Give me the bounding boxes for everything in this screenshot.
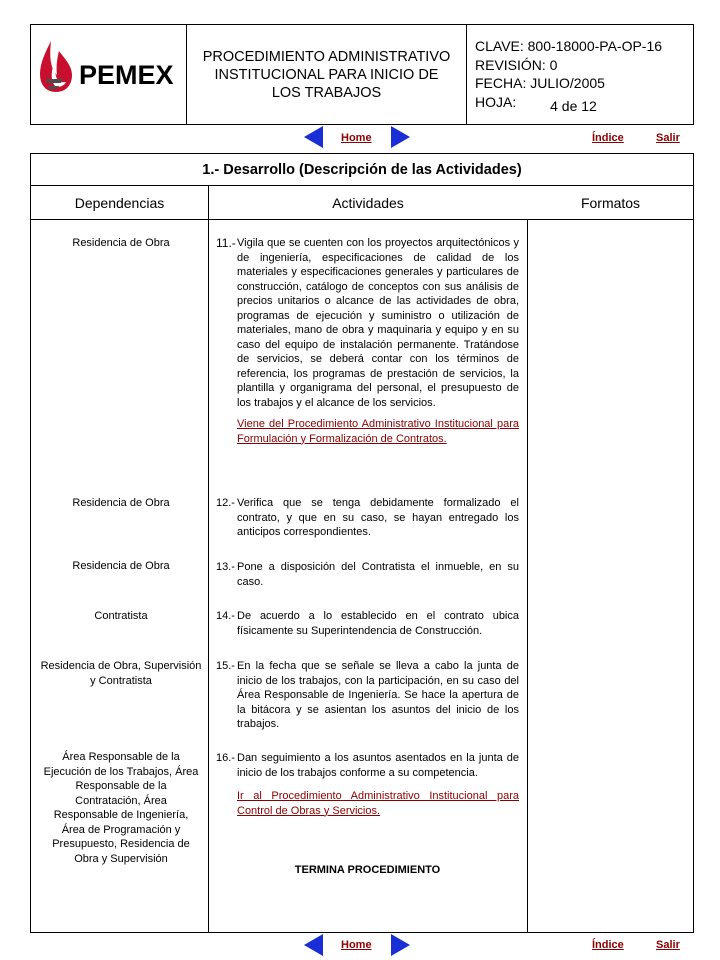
procedure-title: [187, 25, 467, 124]
row-14-number: 14.-: [216, 610, 235, 622]
revision-text: REVISIÓN: 0: [475, 56, 558, 73]
section-title: 1.- Desarrollo (Descripción de las Actividades): [31, 154, 693, 186]
end-of-procedure: TERMINA PROCEDIMIENTO: [294, 864, 441, 876]
logo-cell: [31, 25, 187, 124]
hoja-row: [475, 93, 693, 112]
row-15-activity: [216, 659, 519, 732]
column-header-formatos: Formatos: [580, 194, 641, 211]
column-header-dependencias: Dependencias: [74, 194, 165, 211]
row-11-text: Vigila que se cuenten con los proyectos arquitectónicos y de ingeniería, especificaciones de calidad de los materiales y especificaciones generales y particulares de construcción, catálogo de conceptos con sus análisis de precios unitarios o alcance de las actividades de obra, programas de ejecución y suministro o utilización de materiales, mano de obra y maquinaria y equipo y en su caso del equipo de instalación permanente. Tratándose de servicios, se deberá contar con los términos de referencia, los programas de prestación de servicios, la plantilla y organigrama del personal, el presupuesto de los trabajos y el alcance de los servicios.: [237, 237, 519, 409]
row-16-text: Dan seguimiento a los asuntos asentados en la junta de inicio de los trabajos conforme a su competencia.: [237, 752, 519, 779]
next-page-arrow-icon-bottom[interactable]: [391, 934, 410, 956]
column-header-actividades: Actividades: [332, 194, 404, 211]
row-14-text: De acuerdo a lo establecido en el contrato ubica físicamente su Superintendencia de Construcción.: [237, 610, 519, 637]
hoja-value: 4 de 12: [550, 97, 597, 114]
row-12-activity: [216, 496, 519, 540]
row-16-activity: [216, 751, 519, 818]
indice-link-bottom[interactable]: Índice: [592, 939, 624, 951]
document-header: [30, 24, 694, 125]
title-line-1: PROCEDIMIENTO ADMINISTRATIVO: [202, 48, 451, 65]
row-13-number: 13.-: [216, 561, 235, 573]
row-11-number: 11.-: [216, 236, 236, 250]
row-15-text: En la fecha que se señale se lleva a cabo la junta de inicio de los trabajos, con la participación, en su caso del Área Responsable de Ingeniería. Se hace la apertura de la bitácora y se asientan los asuntos del inicio de los trabajos.: [237, 660, 519, 730]
next-page-arrow-icon[interactable]: [391, 126, 410, 148]
row-12-text: Verifica que se tenga debidamente formalizado el contrato, y que en su caso, se hayan entregado los anticipos correspondientes.: [237, 497, 519, 538]
title-line-3: LOS TRABAJOS: [271, 84, 382, 101]
fecha-text: FECHA: JULIO/2005: [475, 75, 605, 91]
prev-page-arrow-icon[interactable]: [304, 126, 323, 148]
column-divider-1: [208, 186, 209, 932]
pemex-logo: [37, 39, 183, 95]
salir-link-bottom[interactable]: Salir: [656, 939, 680, 951]
row-16-number: 16.-: [216, 752, 235, 764]
column-divider-2: [527, 220, 528, 932]
row-14-activity: [216, 609, 519, 638]
hoja-label: HOJA:: [475, 93, 517, 110]
logo-text: PEMEX: [79, 60, 174, 90]
row-16-dependencia: Área Responsable de la Ejecución de los Trabajos, Área Responsable de la Contratación, Área Responsable de Ingeniería, Área de Programación y Presupuesto, Residencia de Obra y Supervisión: [43, 751, 199, 865]
row-16-reference-link[interactable]: Ir al Procedimiento Administrativo Institucional para Control de Obras y Servicios.: [237, 790, 519, 817]
row-15-number: 15.-: [216, 660, 235, 672]
row-11-activity: [216, 236, 519, 446]
salir-link-top[interactable]: Salir: [656, 132, 680, 144]
home-link-top[interactable]: Home: [341, 132, 372, 144]
prev-page-arrow-icon-bottom[interactable]: [304, 934, 323, 956]
row-15-dependencia: Residencia de Obra, Supervisión y Contratista: [40, 660, 202, 687]
row-13-dependencia: Residencia de Obra: [72, 560, 170, 572]
row-12-dependencia: Residencia de Obra: [72, 497, 170, 509]
row-12-number: 12.-: [216, 497, 235, 509]
row-11-reference-link[interactable]: Viene del Procedimiento Administrativo Institucional para Formulación y Formalización de Contratos.: [237, 418, 519, 445]
home-link-bottom[interactable]: Home: [341, 939, 372, 951]
indice-link-top[interactable]: Índice: [592, 132, 624, 144]
title-line-2: INSTITUCIONAL PARA INICIO DE: [214, 66, 439, 83]
document-metadata: [467, 25, 693, 124]
row-11-dependencia: Residencia de Obra: [72, 237, 170, 249]
column-headers: [31, 186, 693, 220]
clave-text: CLAVE: 800-18000-PA-OP-16: [475, 38, 663, 54]
activities-table: [30, 153, 694, 933]
row-14-dependencia: Contratista: [94, 610, 148, 622]
row-13-text: Pone a disposición del Contratista el inmueble, en su caso.: [237, 561, 519, 588]
row-13-activity: [216, 560, 519, 589]
